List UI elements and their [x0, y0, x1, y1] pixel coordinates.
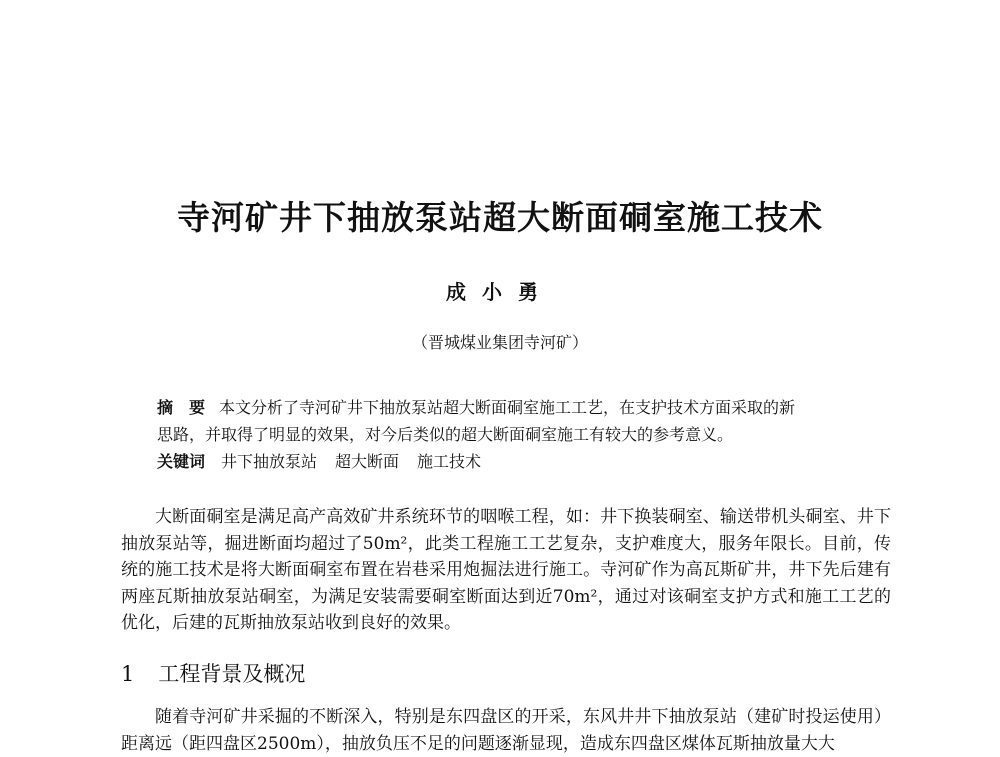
paper-title: 寺河矿井下抽放泵站超大断面硐室施工技术 — [177, 198, 823, 237]
keyword-item: 施工技术 — [417, 452, 482, 471]
section-number: 1 — [121, 662, 135, 686]
section-title: 工程背景及概况 — [158, 662, 306, 686]
author-name: 成小勇 — [446, 280, 554, 304]
abstract-line-1 — [157, 394, 867, 421]
keyword-item: 井下抽放泵站 — [221, 452, 318, 471]
section-paragraph: 随着寺河矿井采掘的不断深入，特别是东四盘区的开采，东风井井下抽放泵站（建矿时投运使用）距离远（距四盘区2500m），抽放负压不足的问题逐渐显现，造成东四盘区煤体瓦斯抽放量大大 — [121, 707, 891, 754]
abstract-line-2: 思路，并取得了明显的效果，对今后类似的超大断面硐室施工有较大的参考意义。 — [157, 425, 734, 444]
keyword-item: 超大断面 — [335, 452, 400, 471]
abstract-text-1: 本文分析了寺河矿井下抽放泵站超大断面硐室施工工艺，在支护技术方面采取的新 — [219, 398, 796, 417]
keywords-line — [157, 448, 867, 475]
keywords-label: 关键词 — [157, 452, 206, 471]
abstract-label: 摘 要 — [157, 398, 206, 417]
author-affiliation: （晋城煤业集团寺河矿） — [411, 333, 588, 352]
abstract-block — [157, 394, 867, 475]
intro-paragraph: 大断面硐室是满足高产高效矿井系统环节的咽喉工程，如：井下换装硐室、输送带机头硐室、井下抽放泵站等，掘进断面均超过了50m²，此类工程施工工艺复杂，支护难度大，服务年限长。目前，传统的施工技术是将大断面硐室布置在岩巷采用炮掘法进行施工。寺河矿作为高瓦斯矿井，井下先后建有两座瓦斯抽放泵站硐室，为满足安装需要硐室断面达到近70m²，通过对该硐室支护方式和施工工艺的优化，后建的瓦斯抽放泵站收到良好的效果。 — [121, 507, 891, 633]
section-heading — [121, 658, 305, 688]
